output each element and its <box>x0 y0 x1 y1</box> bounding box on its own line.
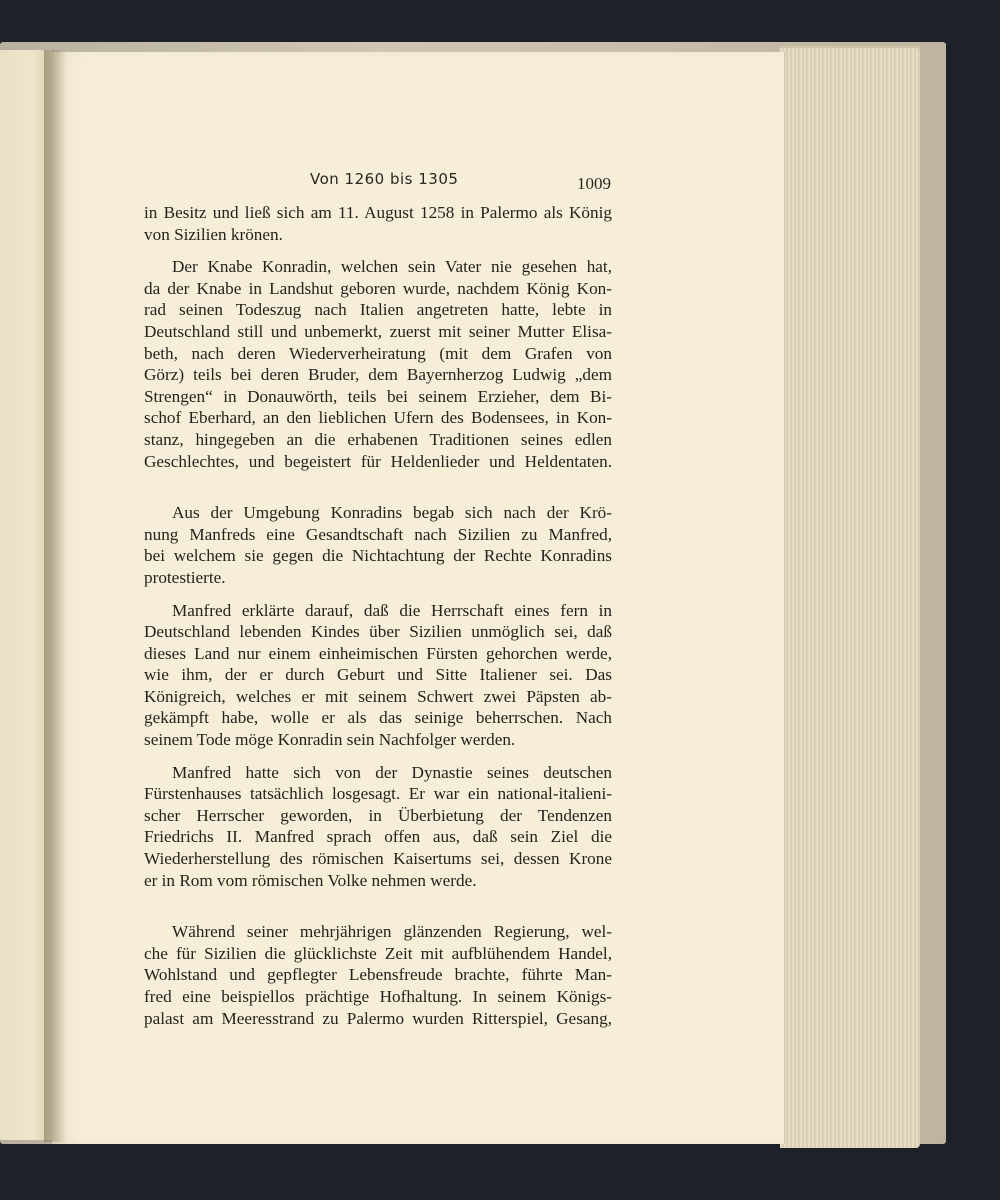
text-line: che für Sizilien die glücklichste Zeit mit aufblühendem Handel, <box>144 943 612 963</box>
text-line: Fürstenhauses tatsächlich losgesagt. Er war ein national-italieni- <box>144 784 612 804</box>
page-number: 1009 <box>577 174 611 193</box>
text-line: Deutschland still und unbemerkt, zuerst mit seiner Mutter Elisa- <box>144 321 612 341</box>
paragraph <box>144 600 612 751</box>
text-line: Strengen“ in Donauwörth, teils bei seinem Erzieher, dem Bi- <box>144 386 612 406</box>
text-line: scher Herrscher geworden, in Überbietung der Tendenzen <box>144 805 612 825</box>
text-line: Friedrichs II. Manfred sprach offen aus, daß sein Ziel die <box>144 827 612 847</box>
text-line: bei welchem sie gegen die Nichtachtung der Rechte Konradins <box>144 546 612 566</box>
running-head: Von 1260 bis 1305 <box>310 170 459 188</box>
text-line: fred eine beispiellos prächtige Hofhaltung. In seinem Königs- <box>144 987 612 1006</box>
text-line: Der Knabe Konradin, welchen sein Vater nie gesehen hat, <box>172 257 612 277</box>
text-line: schof Eberhard, an den lieblichen Ufern des Bodensees, in Kon- <box>144 408 612 428</box>
text-line: da der Knabe in Landshut geboren wurde, nachdem König Kon- <box>144 278 612 298</box>
gutter-shadow <box>44 50 66 1142</box>
text-line: Manfred erklärte darauf, daß die Herrschaft eines fern in <box>172 600 612 620</box>
text-line: protestierte. <box>144 567 226 587</box>
text-line: gekämpft habe, wolle er als das seinige beherrschen. Nach <box>144 708 612 728</box>
text-line: stanz, hingegeben an die erhabenen Traditionen seines edlen <box>144 429 612 449</box>
text-line: seinem Tode möge Konradin sein Nachfolger werden. <box>144 730 516 750</box>
text-line: dieses Land nur einem einheimischen Fürsten gehorchen werde, <box>144 643 612 663</box>
text-line: Deutschland lebenden Kindes über Sizilien unmöglich sei, daß <box>144 622 612 642</box>
text-line: Königreich, welches er mit seinem Schwert zwei Päpsten ab- <box>144 686 612 706</box>
body-text <box>144 202 612 1029</box>
text-line: wie ihm, der er durch Geburt und Sitte Italiener sei. Das <box>144 665 612 685</box>
text-line: nung Manfreds eine Gesandtschaft nach Sizilien zu Manfred, <box>144 524 612 544</box>
text-line: Wohlstand und gepflegter Lebensfreude brachte, führte Man- <box>144 965 612 985</box>
text-line: Manfred hatte sich von der Dynastie seines deutschen <box>172 762 612 782</box>
text-line: Wiederherstellung des römischen Kaisertums sei, dessen Krone <box>144 849 612 869</box>
text-line: Geschlechtes, und begeistert für Heldenlieder und Heldentaten. <box>144 451 612 471</box>
text-line: in Besitz und ließ sich am 11. August 1258 in Palermo als König <box>144 203 612 222</box>
paragraph <box>144 762 612 892</box>
text-line: Görz) teils bei deren Bruder, dem Bayernherzog Ludwig „dem <box>144 365 612 385</box>
paragraph <box>144 256 612 472</box>
text-line: rad seinen Todeszug nach Italien angetreten hatte, lebte in <box>144 300 612 320</box>
page-edges <box>780 48 920 1148</box>
text-line: Während seiner mehrjährigen glänzenden Regierung, wel- <box>172 922 612 942</box>
paragraph <box>144 502 612 588</box>
text-line: Aus der Umgebung Konradins begab sich nach der Krö- <box>172 503 612 523</box>
text-line: von Sizilien krönen. <box>144 224 283 244</box>
text-line: palast am Meeresstrand zu Palermo wurden Ritterspiel, Gesang, <box>144 1008 612 1028</box>
text-line: beth, nach deren Wiederverheiratung (mit dem Grafen von <box>144 343 612 363</box>
paragraph <box>144 202 612 245</box>
text-line: er in Rom vom römischen Volke nehmen werde. <box>144 870 477 890</box>
paragraph <box>144 921 612 1029</box>
